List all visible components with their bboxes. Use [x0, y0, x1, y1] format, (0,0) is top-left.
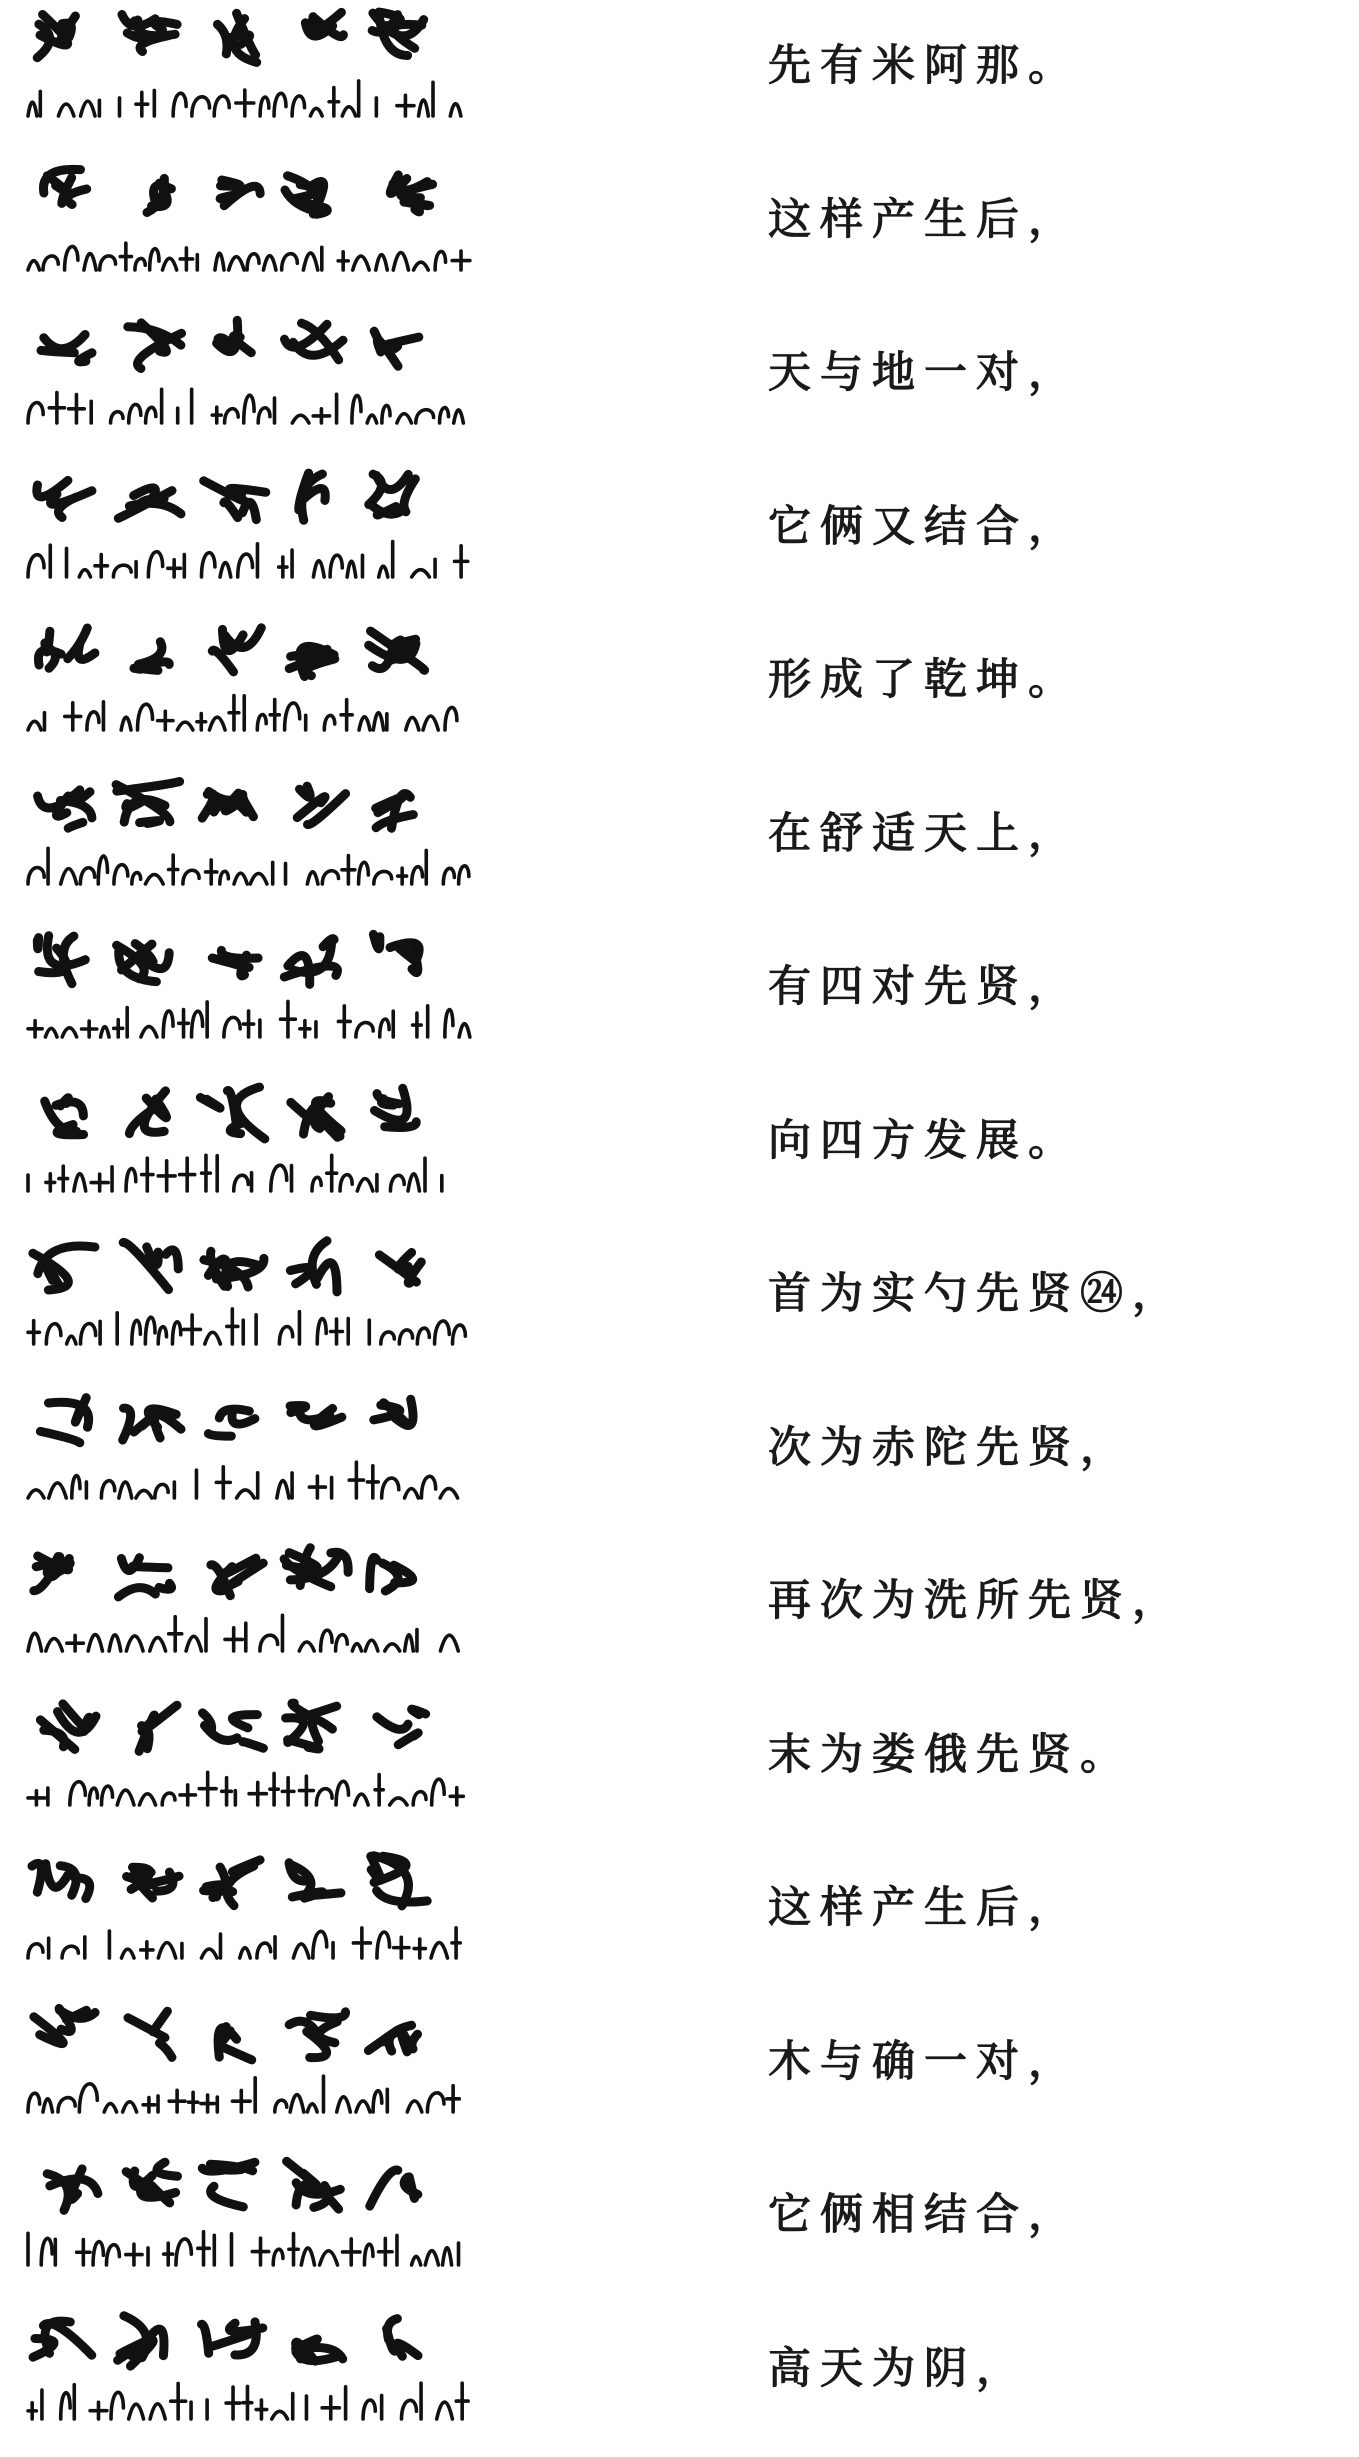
verse-line	[0, 2305, 1359, 2457]
yi-script-calligraphy	[22, 1846, 472, 1976]
verse-line	[0, 1691, 1359, 1843]
yi-script-calligraphy	[22, 4, 472, 134]
yi-script-calligraphy	[22, 158, 472, 288]
chinese-translation: 形成了乾坤。	[768, 655, 1080, 705]
chinese-translation: 末为娄俄先贤。	[768, 1729, 1132, 1780]
chinese-translation: 向四方发展。	[768, 1115, 1080, 1166]
yi-script-calligraphy	[22, 311, 472, 441]
yi-script-calligraphy	[22, 1539, 472, 1669]
chinese-translation: 次为赤陀先贤，	[768, 1422, 1132, 1473]
verse-line	[0, 463, 1359, 615]
chinese-translation: 这样产生后，	[768, 194, 1080, 245]
chinese-translation: 在舒适天上，	[768, 808, 1080, 859]
verse-line	[0, 1230, 1359, 1382]
yi-script-calligraphy	[22, 1079, 472, 1209]
yi-script-calligraphy	[22, 465, 472, 595]
chinese-translation: 有四对先贤，	[768, 962, 1080, 1012]
verse-line	[0, 770, 1359, 922]
chinese-translation: 它俩又结合，	[768, 501, 1080, 552]
verse-line	[0, 1998, 1359, 2150]
verse-line	[0, 309, 1359, 461]
chinese-translation: 首为实勺先贤㉔，	[768, 1269, 1184, 1319]
yi-script-calligraphy	[22, 2000, 472, 2130]
yi-script-calligraphy	[22, 2307, 472, 2437]
verse-line	[0, 1077, 1359, 1229]
yi-script-calligraphy	[22, 2153, 472, 2283]
verse-line	[0, 2151, 1359, 2303]
chinese-translation: 这样产生后，	[768, 1883, 1080, 1933]
verse-line	[0, 156, 1359, 308]
chinese-translation: 再次为洗所先贤，	[768, 1576, 1184, 1626]
yi-script-calligraphy	[22, 618, 472, 748]
chinese-translation: 高天为阴，	[768, 2343, 1028, 2394]
chinese-translation: 它俩相结合，	[768, 2190, 1080, 2240]
yi-script-calligraphy	[22, 1693, 472, 1823]
chinese-translation: 木与确一对，	[768, 2036, 1080, 2087]
yi-script-calligraphy	[22, 772, 472, 902]
yi-script-calligraphy	[22, 1386, 472, 1516]
yi-script-calligraphy	[22, 925, 472, 1055]
verse-line	[0, 1537, 1359, 1689]
verse-line	[0, 1844, 1359, 1996]
chinese-translation: 先有米阿那。	[768, 41, 1080, 91]
verse-line	[0, 616, 1359, 768]
verse-line	[0, 923, 1359, 1075]
verse-line	[0, 2, 1359, 154]
yi-script-calligraphy	[22, 1232, 472, 1362]
chinese-translation: 天与地一对，	[768, 348, 1080, 398]
verse-line	[0, 1384, 1359, 1536]
